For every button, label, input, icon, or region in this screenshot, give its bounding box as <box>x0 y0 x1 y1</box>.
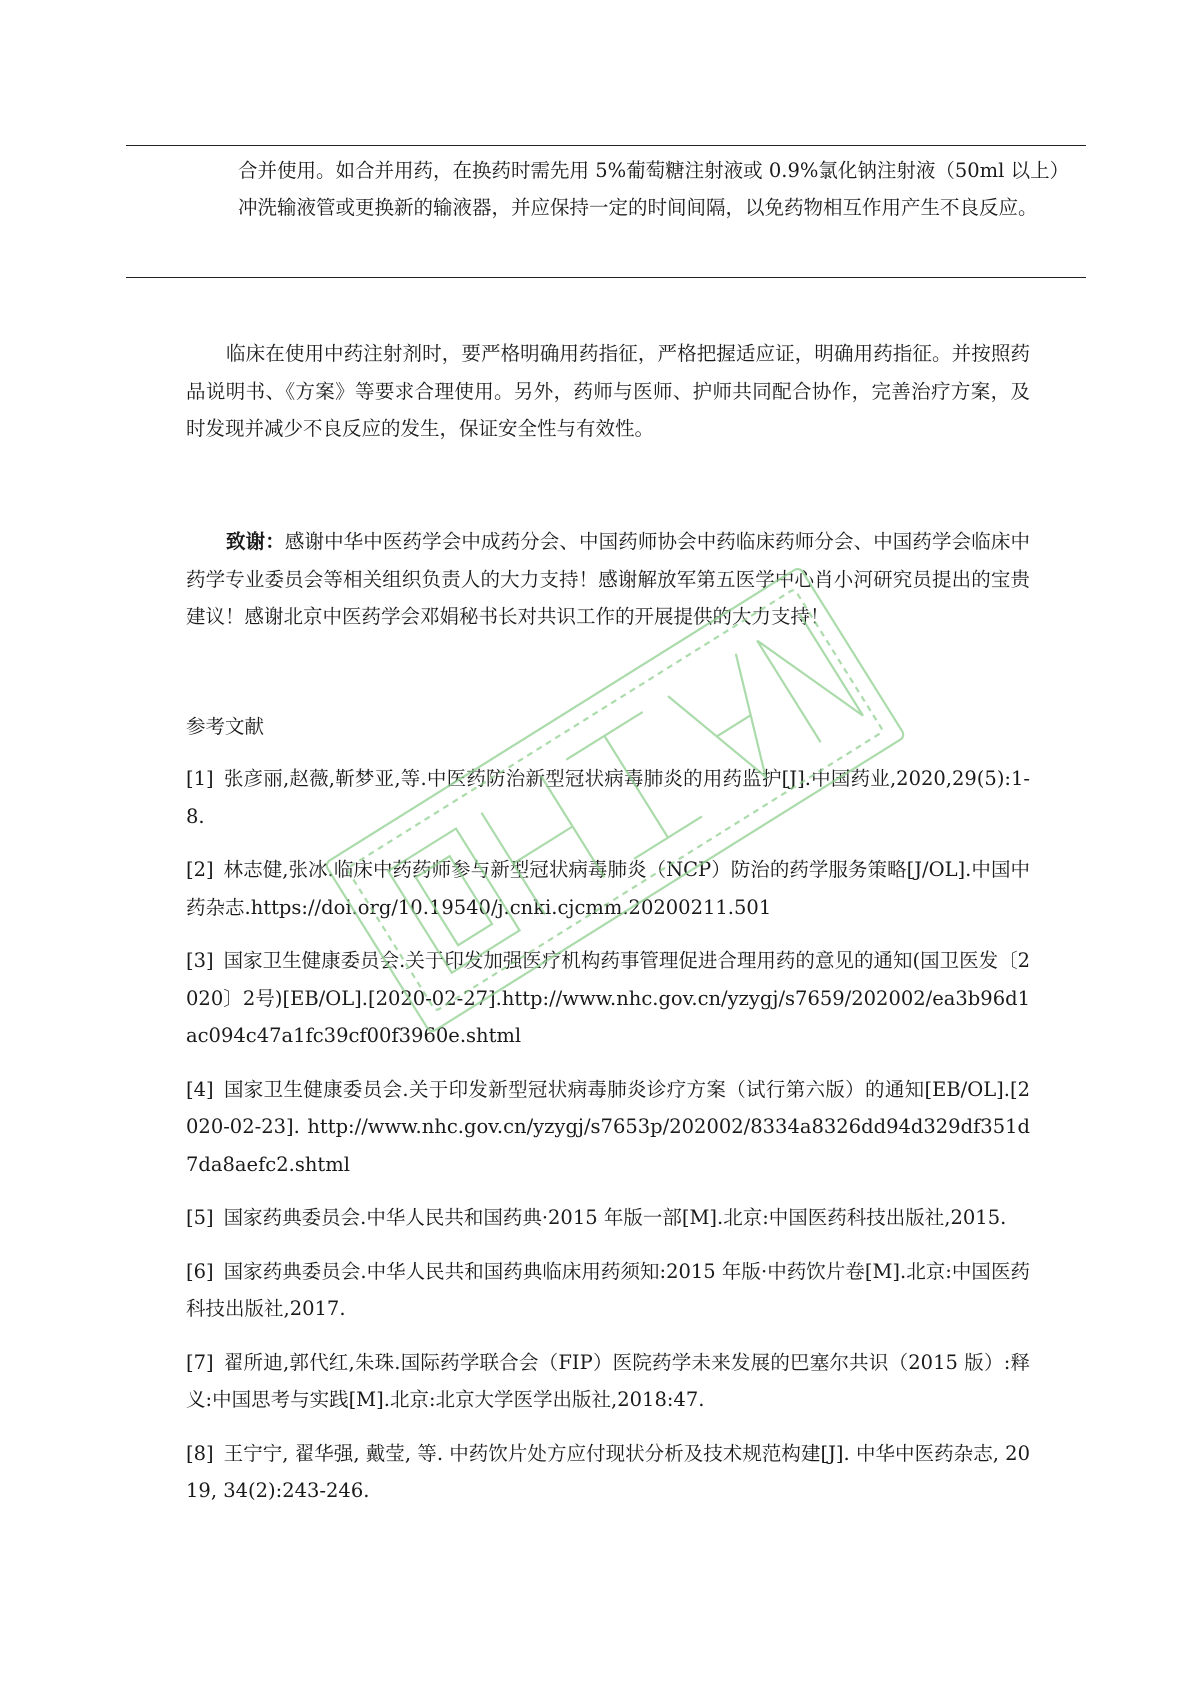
reference-text: 翟所迪,郭代红,朱珠.国际药学联合会（FIP）医院药学未来发展的巴塞尔共识（2015 版）:释义:中国思考与实践[M].北京:北京大学医学出版社,2018:47. <box>186 1350 1030 1411</box>
reference-text: 国家卫生健康委员会.关于印发加强医疗机构药事管理促进合理用药的意见的通知(国卫医发〔2020〕2号)[EB/OL].[2020-02-27].http://www.nhc.gov.cn/yzygj/s7659/202002/ea3b96d1ac094c47a1fc39cf00f3960e.shtml <box>186 949 1030 1047</box>
reference-item <box>186 1435 1030 1510</box>
reference-item <box>186 1071 1030 1184</box>
reference-number: [5] <box>186 1206 214 1229</box>
reference-item <box>186 760 1030 835</box>
acknowledgement-label: 致谢： <box>226 530 285 553</box>
reference-number: [4] <box>186 1077 214 1101</box>
reference-item <box>186 1253 1030 1328</box>
reference-text: 张彦丽,赵薇,靳梦亚,等.中医药防治新型冠状病毒肺炎的用药监护[J].中国药业,2020,29(5):1-8. <box>186 767 1030 828</box>
acknowledgement-text: 感谢中华中医药学会中成药分会、中国药师协会中药临床药师分会、中国药学会临床中药学专业委员会等相关组织负责人的大力支持！感谢解放军第五医学中心肖小河研究员提出的宝贵建议！感谢北京中医药学会邓娟秘书长对共识工作的开展提供的大力支持！ <box>186 530 1030 628</box>
reference-list <box>186 760 1030 1526</box>
acknowledgement-paragraph <box>186 523 1030 636</box>
reference-text: 王宁宁, 翟华强, 戴莹, 等. 中药饮片处方应付现状分析及技术规范构建[J]. 中华中医药杂志, 2019, 34(2):243-246. <box>186 1441 1030 1502</box>
reference-text: 林志健,张冰.临床中药药师参与新型冠状病毒肺炎（NCP）防治的药学服务策略[J/OL].中国中药杂志.https://doi.org/10.19540/j.cnki.cjcmm.20200211.501 <box>186 858 1030 919</box>
reference-number: [8] <box>186 1441 214 1465</box>
references-heading: 参考文献 <box>186 715 265 738</box>
body-paragraph: 临床在使用中药注射剂时，要严格明确用药指征，严格把握适应证，明确用药指征。并按照药品说明书、《方案》等要求合理使用。另外，药师与医师、护师共同配合协作，完善治疗方案，及时发现并减少不良反应的发生，保证安全性与有效性。 <box>186 342 1030 440</box>
reference-item <box>186 1199 1030 1237</box>
reference-text: 国家药典委员会.中华人民共和国药典临床用药须知:2015 年版·中药饮片卷[M].北京:中国医药科技出版社,2017. <box>186 1259 1030 1320</box>
table-cell-text: 合并使用。如合并用药，在换药时需先用 5%葡萄糖注射液或 0.9%氯化钠注射液（50ml 以上）冲洗输液管或更换新的输液器，并应保持一定的时间间隔，以免药物相互作用产生不良反应。 <box>238 159 1070 219</box>
reference-item <box>186 1344 1030 1419</box>
reference-number: [2] <box>186 858 214 881</box>
reference-item <box>186 851 1030 926</box>
table-bottom-rule <box>126 277 1086 278</box>
reference-item <box>186 942 1030 1055</box>
reference-text: 国家药典委员会.中华人民共和国药典·2015 年版一部[M].北京:中国医药科技出版社,2015. <box>223 1206 1007 1229</box>
reference-number: [7] <box>186 1350 214 1374</box>
reference-number: [6] <box>186 1259 214 1283</box>
table-top-rule <box>126 145 1086 146</box>
reference-number: [3] <box>186 949 214 972</box>
reference-number: [1] <box>186 767 214 790</box>
reference-text: 国家卫生健康委员会.关于印发新型冠状病毒肺炎诊疗方案（试行第六版）的通知[EB/OL].[2020-02-23]. http://www.nhc.gov.cn/yzygj/s7653p/202002/8334a8326dd94d329df351d7da8aefc2.shtml <box>186 1077 1030 1176</box>
